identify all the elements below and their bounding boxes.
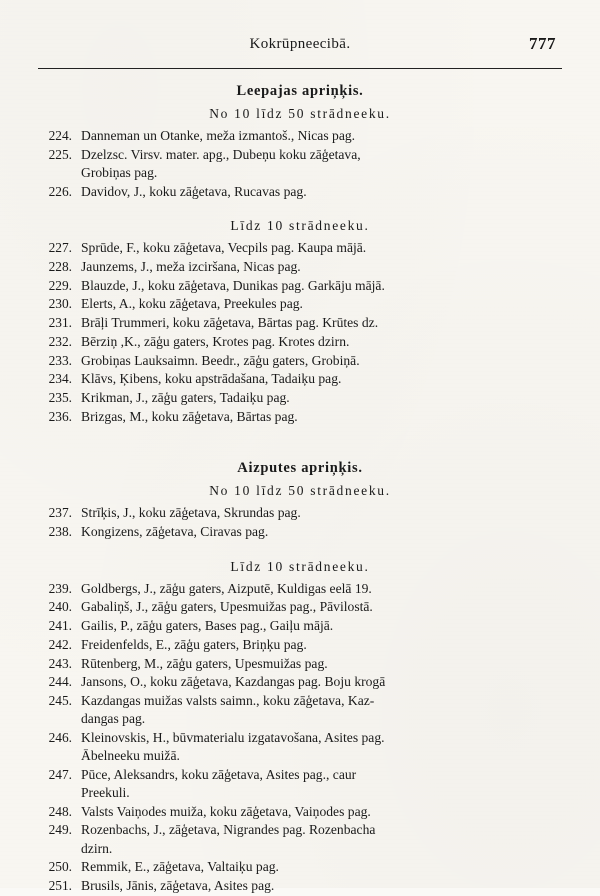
- entry-text: Sprūde, F., koku zāģetava, Vecpils pag. Kaupa mājā.: [81, 240, 367, 256]
- entry-list: [38, 580, 562, 895]
- list-item: [38, 803, 562, 821]
- entry-text: Jansons, O., koku zāģetava, Kazdangas pag. Boju krogā: [81, 674, 386, 690]
- list-item: [38, 858, 562, 876]
- subsection-heading: No 10 līdz 50 strādneeku.: [209, 483, 391, 499]
- list-item: [38, 636, 562, 654]
- list-item: [38, 370, 562, 388]
- entry-number: 231.: [48, 315, 72, 331]
- list-item: [38, 183, 562, 201]
- entry-line: Rozenbachs, J., zāģetava, Nigrandes pag. Rozenbacha: [81, 822, 376, 838]
- entry-text: Goldbergs, J., zāģu gaters, Aizputē, Kuldigas eelā 19.: [81, 580, 372, 596]
- list-item: [38, 314, 562, 332]
- page-number: 777: [529, 34, 556, 53]
- entry-text: Remmik, E., zāģetava, Valtaiķu pag.: [81, 859, 279, 875]
- entry-text: Klāvs, Ķibens, koku apstrādašana, Tadaiķu pag.: [81, 371, 342, 387]
- list-item: [38, 258, 562, 276]
- list-item: [38, 408, 562, 426]
- entry-text: Valsts Vaiņodes muiža, koku zāģetava, Vaiņodes pag.: [81, 803, 371, 819]
- entry-text: Kongizens, zāģetava, Ciravas pag.: [81, 524, 269, 540]
- list-item: [38, 766, 562, 802]
- entry-text: Brizgas, M., koku zāģetava, Bārtas pag.: [81, 408, 298, 424]
- entry-number: 251.: [48, 878, 72, 893]
- entry-number: 236.: [48, 408, 72, 424]
- list-item: [38, 617, 562, 635]
- entry-line: dzirn.: [81, 840, 113, 856]
- entry-line: Kazdangas muižas valsts saimn., koku zāģetava, Kaz-: [81, 692, 375, 708]
- entry-number: 234.: [48, 371, 72, 387]
- list-item: [38, 673, 562, 691]
- section-leepajas: [38, 83, 562, 426]
- entry-line: Ābelneeku muižā.: [81, 748, 180, 764]
- entry-number: 249.: [48, 822, 72, 838]
- entry-text: Brusils, Jānis, zāģetava, Asites pag.: [81, 878, 275, 893]
- entry-number: 237.: [48, 505, 72, 521]
- entry-text: [81, 821, 562, 857]
- entry-list: [38, 239, 562, 426]
- list-item: [38, 127, 562, 145]
- entry-text: [81, 766, 562, 802]
- entry-text: [81, 146, 562, 182]
- entry-number: 240.: [48, 599, 72, 615]
- subsection-heading: No 10 līdz 50 strādneeku.: [209, 106, 391, 121]
- entry-number: 239.: [48, 580, 72, 596]
- entry-text: Brāļi Trummeri, koku zāģetava, Bārtas pag. Krūtes dz.: [81, 315, 379, 331]
- section-aizputes: [38, 460, 562, 895]
- entry-number: 233.: [48, 352, 72, 368]
- running-head-title: Kokrūpneecibā.: [249, 36, 351, 52]
- page-content: [38, 36, 562, 896]
- subsection-heading: Līdz 10 strādneeku.: [230, 558, 370, 574]
- section-title: Aizputes apriņķis.: [237, 460, 363, 477]
- list-item: [38, 580, 562, 598]
- list-item: [38, 729, 562, 765]
- list-item: [38, 523, 562, 541]
- entry-line: Grobiņas pag.: [81, 164, 158, 180]
- entry-number: 238.: [48, 524, 72, 540]
- entry-number: 241.: [48, 618, 72, 634]
- entry-text: Freidenfelds, E., zāģu gaters, Briņķu pag.: [81, 636, 307, 652]
- entry-list: [38, 504, 562, 541]
- entry-line: Preekuli.: [81, 784, 130, 800]
- entry-line: Dzelzsc. Virsv. mater. apg., Dubeņu koku zāģetava,: [81, 146, 361, 162]
- entry-number: 244.: [48, 674, 72, 690]
- entry-text: Strīķis, J., koku zāģetava, Skrundas pag.: [81, 505, 301, 521]
- entry-text: Blauzde, J., koku zāģetava, Dunikas pag. Garkāju mājā.: [81, 277, 385, 293]
- list-item: [38, 333, 562, 351]
- entry-text: Krikman, J., zāģu gaters, Tadaiķu pag.: [81, 389, 290, 405]
- list-item: [38, 692, 562, 728]
- entry-number: 235.: [48, 389, 72, 405]
- list-item: [38, 877, 562, 895]
- entry-text: Grobiņas Lauksaimn. Beedr., zāģu gaters, Grobiņā.: [81, 352, 360, 368]
- list-item: [38, 389, 562, 407]
- header-divider: [38, 68, 562, 69]
- list-item: [38, 504, 562, 522]
- entry-text: Jaunzems, J., meža izciršana, Nicas pag.: [81, 259, 301, 275]
- list-item: [38, 146, 562, 182]
- entry-line: Pūce, Aleksandrs, koku zāģetava, Asites pag., caur: [81, 766, 357, 782]
- entry-text: Gabaliņš, J., zāģu gaters, Upesmuižas pag., Pāvilostā.: [81, 599, 373, 615]
- entry-number: 242.: [48, 636, 72, 652]
- entry-number: 246.: [48, 729, 72, 745]
- list-item: [38, 598, 562, 616]
- subsection-heading: Līdz 10 strādneeku.: [230, 218, 370, 234]
- section-title: Leepajas apriņķis.: [236, 83, 364, 99]
- entry-number: 250.: [48, 859, 72, 875]
- list-item: [38, 277, 562, 295]
- entry-text: Elerts, A., koku zāģetava, Preekules pag.: [81, 296, 303, 312]
- entry-number: 225.: [48, 146, 72, 162]
- entry-number: 226.: [48, 183, 72, 199]
- entry-number: 232.: [48, 333, 72, 349]
- entry-line: Kleinovskis, H., būvmaterialu izgatavošana, Asites pag.: [81, 729, 385, 745]
- entry-text: [81, 729, 562, 765]
- entry-text: Davidov, J., koku zāģetava, Rucavas pag.: [81, 183, 307, 199]
- list-item: [38, 295, 562, 313]
- entry-list: [38, 127, 562, 201]
- list-item: [38, 352, 562, 370]
- page-header: [38, 36, 562, 64]
- entry-number: 248.: [48, 803, 72, 819]
- list-item: [38, 821, 562, 857]
- list-item: [38, 655, 562, 673]
- entry-text: Danneman un Otanke, meža izmantoš., Nicas pag.: [81, 128, 356, 143]
- entry-number: 243.: [48, 655, 72, 671]
- entry-text: [81, 692, 562, 728]
- list-item: [38, 239, 562, 257]
- entry-number: 245.: [48, 692, 72, 708]
- entry-number: 229.: [48, 277, 72, 293]
- entry-number: 224.: [48, 128, 72, 143]
- entry-text: Bērziņ ,K., zāģu gaters, Krotes pag. Krotes dzirn.: [81, 333, 350, 349]
- entry-number: 228.: [48, 259, 72, 275]
- entry-number: 247.: [48, 766, 72, 782]
- entry-text: Rūtenberg, M., zāģu gaters, Upesmuižas pag.: [81, 655, 328, 671]
- entry-number: 230.: [48, 296, 72, 312]
- entry-line: dangas pag.: [81, 711, 146, 727]
- entry-text: Gailis, P., zāģu gaters, Bases pag., Gaiļu mājā.: [81, 618, 334, 634]
- entry-number: 227.: [48, 240, 72, 256]
